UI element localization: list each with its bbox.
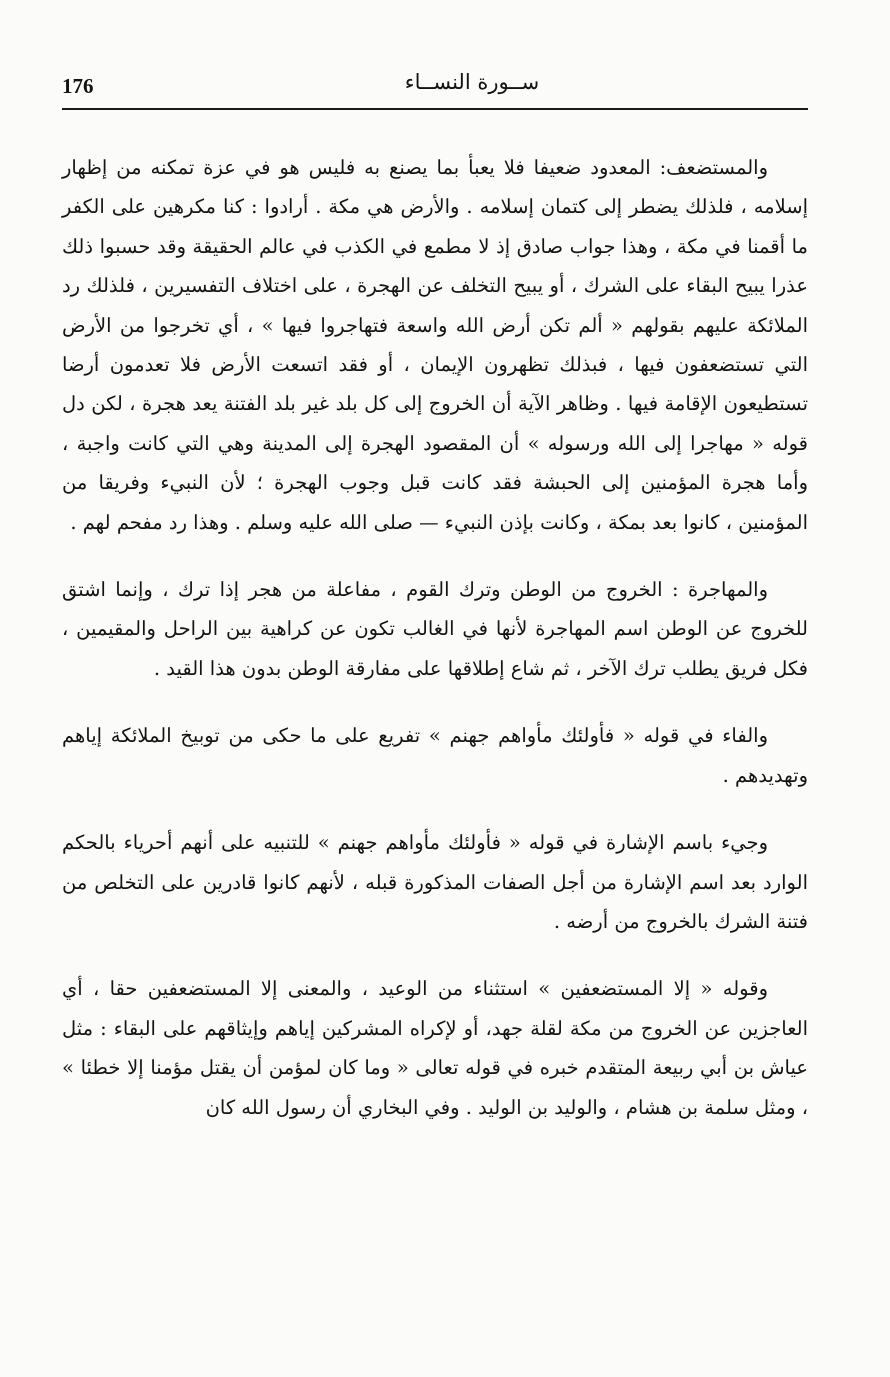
paragraph: وجيء باسم الإشارة في قوله « فأولئك مأواهم جهنم » للتنبيه على أنهم أحرياء بالحكم الوارد بعد اسم الإشارة من أجل الصفات المذكورة قبله ، لأنهم كانوا قادرين على التخلص من فتنة الشرك بالخروج من أرضه . <box>62 831 808 933</box>
paragraph: والمهاجرة : الخروج من الوطن وترك القوم ، مفاعلة من هجر إذا ترك ، وإنما اشتق للخروج عن الوطن اسم المهاجرة لأنها في الغالب تكون عن كراهية بين الراحل والمقيمين ، فكل فريق يطلب ترك الآخر ، ثم شاع إطلاقها على مفارقة الوطن بدون هذا القيد . <box>62 578 808 680</box>
page-body <box>62 148 808 1127</box>
paragraph: والفاء في قوله « فأولئك مأواهم جهنم » تفريع على ما حكى من توبيخ الملائكة إياهم وتهديدهم . <box>62 724 808 787</box>
running-title: ســورة النســاء <box>404 70 540 94</box>
page-header <box>62 68 808 110</box>
page-number: 176 <box>62 74 94 98</box>
paragraph: والمستضعف: المعدود ضعيفا فلا يعبأ بما يصنع به فليس هو في عزة تمكنه من إظهار إسلامه ، فلذلك يضطر إلى كتمان إسلامه . والأرض هي مكة . أرادوا : كنا مكرهين على الكفر ما أقمنا في مكة ، وهذا جواب صادق إذ لا مطمع في الكذب في عالم الحقيقة وقد حسبوا ذلك عذرا يبيح البقاء على الشرك ، أو يبيح التخلف عن الهجرة ، على اختلاف التفسيرين ، فلذلك رد الملائكة عليهم بقولهم « ألم تكن أرض الله واسعة فتهاجروا فيها » ، أي تخرجوا من الأرض التي تستضعفون فيها ، فبذلك تظهرون الإيمان ، أو فقد اتسعت الأرض فلا تعدمون أرضا تستطيعون الإقامة فيها . وظاهر الآية أن الخروج إلى كل بلد غير بلد الفتنة يعد هجرة ، لكن دل قوله « مهاجرا إلى الله ورسوله » أن المقصود الهجرة إلى المدينة وهي التي كانت واجبة ، وأما هجرة المؤمنين إلى الحبشة فقد كانت قبل وجوب الهجرة ؛ لأن النبيء وفريقا من المؤمنين ، كانوا بعد بمكة ، وكانت بإذن النبيء — صلى الله عليه وسلم . وهذا رد مفحم لهم . <box>62 156 808 534</box>
paragraph: وقوله « إلا المستضعفين » استثناء من الوعيد ، والمعنى إلا المستضعفين حقا ، أي العاجزين عن الخروج من مكة لقلة جهد، أو لإكراه المشركين إياهم وإيثاقهم على البقاء : مثل عياش بن أبي ربيعة المتقدم خبره في قوله تعالى « وما كان لمؤمن أن يقتل مؤمنا إلا خطئا » ، ومثل سلمة بن هشام ، والوليد بن الوليد . وفي البخاري أن رسول الله كان <box>62 977 808 1119</box>
